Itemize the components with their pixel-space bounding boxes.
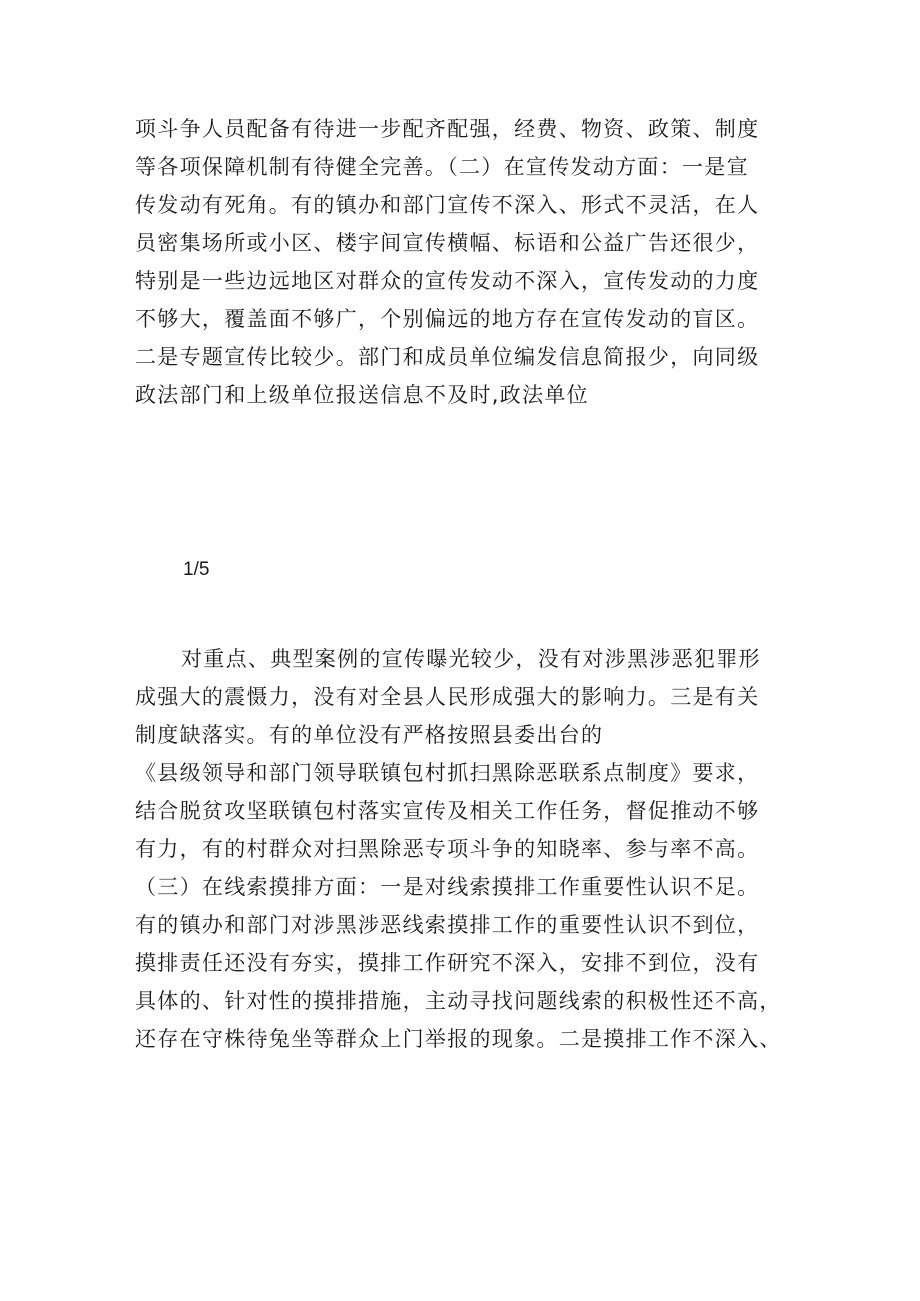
text-line: 成强大的震慑力，没有对全县人民形成强大的影响力。三是有关 bbox=[135, 685, 760, 709]
text-line: 员密集场所或小区、楼宇间宣传横幅、标语和公益广告还很少， bbox=[135, 231, 760, 255]
text-line: （三）在线索摸排方面：一是对线索摸排工作重要性认识不足。 bbox=[135, 875, 760, 899]
text-line: 有力，有的村群众对扫黑除恶专项斗争的知晓率、参与率不高。 bbox=[135, 837, 760, 861]
text-line: 结合脱贫攻坚联镇包村落实宣传及相关工作任务，督促推动不够 bbox=[135, 799, 760, 823]
paragraph-1 bbox=[135, 110, 800, 414]
text-line: 有的镇办和部门对涉黑涉恶线索摸排工作的重要性认识不到位， bbox=[135, 913, 760, 937]
text-line: 不够大，覆盖面不够广，个别偏远的地方存在宣传发动的盲区。 bbox=[135, 307, 760, 331]
text-line: 对重点、典型案例的宣传曝光较少，没有对涉黑涉恶犯罪形 bbox=[181, 647, 761, 671]
text-line: 还存在守株待兔坐等群众上门举报的现象。二是摸排工作不深入、 bbox=[135, 1027, 782, 1051]
text-line: 具体的、针对性的摸排措施，主动寻找问题线索的积极性还不高， bbox=[135, 989, 782, 1013]
page-number: 1/5 bbox=[183, 559, 210, 580]
text-line: 项斗争人员配备有待进一步配齐配强，经费、物资、政策、制度 bbox=[135, 117, 760, 141]
text-line: 等各项保障机制有待健全完善。（二）在宣传发动方面：一是宣 bbox=[135, 155, 749, 179]
text-line: 《县级领导和部门领导联镇包村抓扫黑除恶联系点制度》要求， bbox=[135, 761, 760, 785]
text-line: 二是专题宣传比较少。部门和成员单位编发信息简报少，向同级 bbox=[135, 345, 760, 369]
text-line: 政法部门和上级单位报送信息不及时,政法单位 bbox=[135, 383, 589, 407]
text-line: 特别是一些边远地区对群众的宣传发动不深入，宣传发动的力度 bbox=[135, 269, 760, 293]
text-line: 传发动有死角。有的镇办和部门宣传不深入、形式不灵活，在人 bbox=[135, 193, 760, 217]
text-line: 摸排责任还没有夯实，摸排工作研究不深入，安排不到位，没有 bbox=[135, 951, 760, 975]
text-line: 制度缺落实。有的单位没有严格按照县委出台的 bbox=[135, 723, 604, 747]
paragraph-2 bbox=[135, 640, 800, 1058]
